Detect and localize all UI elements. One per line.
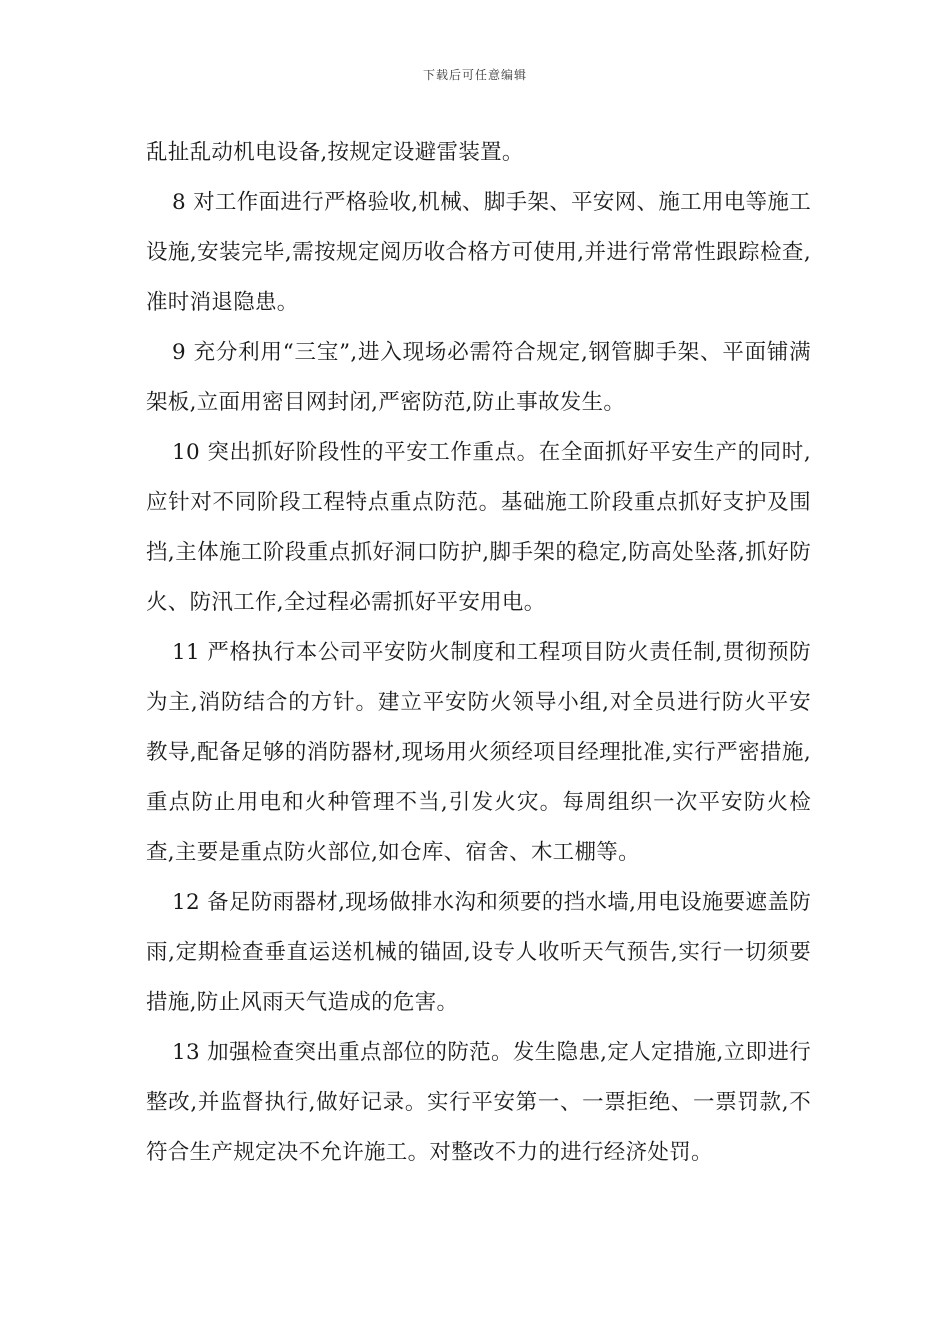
paragraph-item-9: 9 充分利用“三宝”,进入现场必需符合规定,钢管脚手架、平面铺满架板,立面用密目网封闭,严密防范,防止事故发生。: [146, 340, 811, 415]
paragraph-item-12: 12 备足防雨器材,现场做排水沟和须要的挡水墙,用电设施要遮盖防雨,定期检查垂直运送机械的锚固,设专人收听天气预告,实行一切须要措施,防止风雨天气造成的危害。: [146, 890, 811, 1015]
paragraph-continuation: 乱扯乱动机电设备,按规定设避雷装置。: [146, 140, 524, 165]
document-body: [146, 128, 811, 1178]
paragraph-item-8: 8 对工作面进行严格验收,机械、脚手架、平安网、施工用电等施工设施,安装完毕,需按规定阅历收合格方可使用,并进行常常性跟踪检查,准时消退隐患。: [146, 190, 811, 315]
paragraph-item-10: 10 突出抓好阶段性的平安工作重点。在全面抓好平安生产的同时,应针对不同阶段工程特点重点防范。基础施工阶段重点抓好支护及围挡,主体施工阶段重点抓好洞口防护,脚手架的稳定,防高处坠落,抓好防火、防汛工作,全过程必需抓好平安用电。: [146, 440, 811, 615]
paragraph-item-11: 11 严格执行本公司平安防火制度和工程项目防火责任制,贯彻预防为主,消防结合的方针。建立平安防火领导小组,对全员进行防火平安教导,配备足够的消防器材,现场用火须经项目经理批准,实行严密措施,重点防止用电和火种管理不当,引发火灾。每周组织一次平安防火检查,主要是重点防火部位,如仓库、宿舍、木工棚等。: [146, 640, 811, 865]
paragraph-item-13: 13 加强检查突出重点部位的防范。发生隐患,定人定措施,立即进行整改,并监督执行,做好记录。实行平安第一、一票拒绝、一票罚款,不符合生产规定决不允许施工。对整改不力的进行经济处罚。: [146, 1040, 811, 1165]
page-header-note: 下载后可任意编辑: [422, 68, 527, 82]
